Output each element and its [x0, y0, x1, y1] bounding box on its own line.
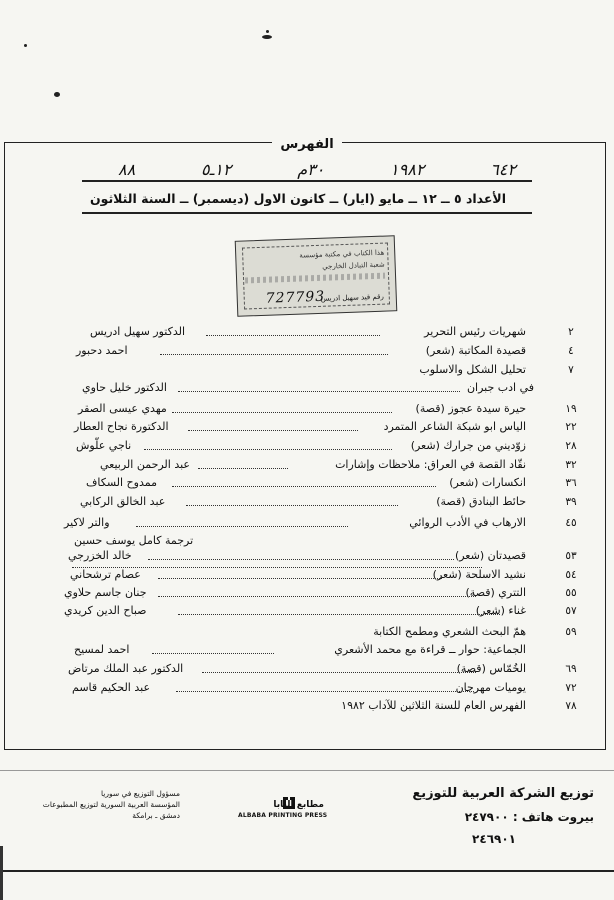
bottom-edge-rule [0, 870, 614, 872]
entry-page: ٥٥ [565, 587, 577, 599]
toc-entry [60, 475, 582, 491]
entry-title: الخُمّاس (قصة) [456, 662, 526, 675]
entry-title: نقّاد القصة في العراق: ملاحظات وإشارات [335, 458, 526, 471]
entry-leader [158, 578, 442, 579]
entry-page: ٣٩ [565, 496, 577, 508]
toc-entry [60, 642, 582, 658]
entry-title: نشيد الاسلحة (شعر) [432, 568, 526, 581]
entry-leader [188, 430, 358, 431]
stamp-line-2: شعبة التبادل الخارجي [322, 260, 385, 271]
toc-entry [60, 419, 582, 435]
entry-page: ٤٥ [565, 517, 577, 529]
entry-author: ممدوح السكاف [86, 476, 157, 489]
syria-line-1: مسؤول التوزيع في سوريا [100, 789, 180, 798]
entry-page: ٥٧ [565, 605, 577, 617]
footer-rule [0, 770, 614, 771]
toc-entry [60, 585, 582, 601]
toc-entry [60, 457, 582, 473]
entry-title: الياس ابو شبكة الشاعر المتمرد [383, 420, 526, 433]
stamp-label: رقم قيد سهيل ادريس [320, 292, 384, 303]
entry-title: التتري (قصة) [465, 586, 526, 599]
entry-author: خالد الخزرجي [68, 549, 132, 562]
entry-title: يوميات مهرجان [455, 681, 526, 694]
entry-title: الارهاب في الأدب الروائي [409, 516, 526, 529]
entry-title: حيرة سيدة عجوز (قصة) [415, 402, 526, 415]
toc-entry [60, 362, 582, 378]
entry-title: زوّديني من جرارك (شعر) [410, 439, 526, 452]
entry-title: غناء (شعر) [475, 604, 526, 617]
toc-entry [60, 401, 582, 417]
entry-title: حائط البنادق (قصة) [436, 495, 526, 508]
hand-code: ٦٤٢ [490, 159, 516, 179]
issue-subtitle: الأعداد ٥ ــ ١٢ ــ مايو (ايار) ــ كانون الاول (ديسمبر) ــ السنة الثلاثون [89, 191, 506, 206]
entry-title: الفهرس العام للسنة الثلاثين للآداب ١٩٨٢ [341, 699, 526, 712]
entry-leader [202, 672, 476, 673]
entry-page: ٢ [568, 326, 574, 338]
entry-author: الدكتور خليل حاوي [82, 381, 167, 394]
entry-author: الدكتورة نجاح العطار [74, 420, 169, 433]
entry-leader [144, 449, 392, 450]
entry-author: جنان جاسم حلاوي [64, 586, 147, 599]
toc-entry [60, 343, 582, 359]
entry-author: الدكتور عبد الملك مرتاض [68, 662, 184, 675]
hand-volume: ٨٨ [118, 159, 136, 179]
entry-author: صباح الدين كريدي [64, 604, 147, 617]
toc-entry [60, 438, 582, 454]
toc-entry [60, 380, 582, 396]
entry-author: والتر لاكير [64, 516, 110, 529]
entry-page: ٥٤ [565, 569, 577, 581]
entry-author: الدكتور سهيل ادريس [90, 325, 186, 338]
toc-entry [60, 324, 582, 340]
toc-entry [60, 680, 582, 696]
entry-page: ٢٨ [565, 440, 577, 452]
syria-line-3: دمشق ـ برامكة [132, 811, 180, 820]
toc-entry [60, 603, 582, 619]
entry-page: ٧ [568, 364, 574, 376]
toc-entry [60, 698, 582, 714]
entry-page: ٤ [568, 345, 574, 357]
entry-author: احمد لمسيح [74, 643, 130, 656]
hand-year: ١٩٨٢ [390, 159, 425, 179]
syria-distribution [20, 788, 180, 821]
entry-leader [152, 653, 274, 654]
entry-author: عبد الخالق الركابي [80, 495, 166, 508]
stamp-line-1: هذا الكتاب في مكتبة مؤسسة [299, 248, 385, 260]
entry-leader [172, 412, 392, 413]
entry-title: الجماعية: حوار ــ قراءة مع محمد الأشعري [334, 643, 526, 656]
entry-page: ٣٢ [565, 459, 577, 471]
entry-title: قصيدتان (شعر) [454, 549, 526, 562]
distributor-name: توزيع الشركة العربية للتوزيع [412, 786, 594, 801]
entry-leader [178, 614, 500, 615]
entry-page: ٥٣ [565, 550, 577, 562]
distributor-phone-2: ٢٤٦٩٠١ [472, 832, 516, 846]
toc-entry [60, 661, 582, 677]
toc-entry [60, 548, 582, 564]
printer-name-ar: مطابع البابا [273, 800, 324, 810]
printer-name-en: ALBABA PRINTING PRESS [238, 812, 328, 819]
entry-leader [160, 354, 388, 355]
entry-author: ناجي علّوش [76, 439, 132, 452]
entry-leader [198, 468, 288, 469]
printer-logo [238, 796, 328, 826]
entry-title: انكسارات (شعر) [449, 476, 526, 489]
syria-line-2: المؤسسة العربية السورية لتوزيع المطبوعات [42, 800, 180, 809]
hand-year-volume: ٣٠م [297, 159, 325, 179]
entry-leader [172, 486, 436, 487]
entry-author: احمد دحبور [76, 344, 128, 357]
stamp-number: 727793 [265, 288, 326, 307]
entry-page: ٧٨ [565, 700, 577, 712]
heading-text: الفهرس [272, 137, 341, 152]
entry-author: مهدي عيسى الصقر [78, 402, 167, 415]
entry-leader [158, 596, 476, 597]
toc-entry [60, 515, 582, 531]
entry-leader [178, 391, 460, 392]
entry-page: ٣٦ [565, 477, 577, 489]
entry-page: ٦٩ [565, 663, 577, 675]
entry-author: عبد الرحمن الربيعي [100, 458, 190, 471]
entry-leader [136, 526, 348, 527]
binding-edge [0, 846, 3, 900]
entry-author: عصام ترشحاني [70, 568, 141, 581]
toc-entry [60, 533, 582, 549]
entry-title: شهريات رئيس التحرير [424, 325, 526, 338]
toc-entry [60, 494, 582, 510]
entry-leader [206, 335, 380, 336]
distributor-phone: بيروت هاتف : ٢٤٧٩٠٠ [464, 810, 594, 824]
entry-title: همّ البحث الشعري ومطمح الكتابة [373, 625, 526, 638]
entry-title: قصيدة المكاتبة (شعر) [425, 344, 526, 357]
entry-leader [186, 505, 398, 506]
entry-page: ١٩ [565, 403, 577, 415]
entry-page: ٥٩ [565, 626, 577, 638]
entry-translator: ترجمة كامل يوسف حسين [74, 534, 194, 547]
entry-title: في ادب جبران [466, 381, 534, 394]
entry-author: عبد الحكيم قاسم [72, 681, 151, 694]
entry-title: تحليل الشكل والاسلوب [419, 363, 526, 376]
toc-entry [60, 567, 582, 583]
toc-entry [60, 624, 582, 640]
hand-issues: ١٢ـ٥ [200, 159, 232, 179]
entry-page: ٢٢ [565, 421, 577, 433]
entry-leader [176, 691, 474, 692]
entry-page: ٧٢ [565, 682, 577, 694]
entry-leader [148, 559, 454, 560]
